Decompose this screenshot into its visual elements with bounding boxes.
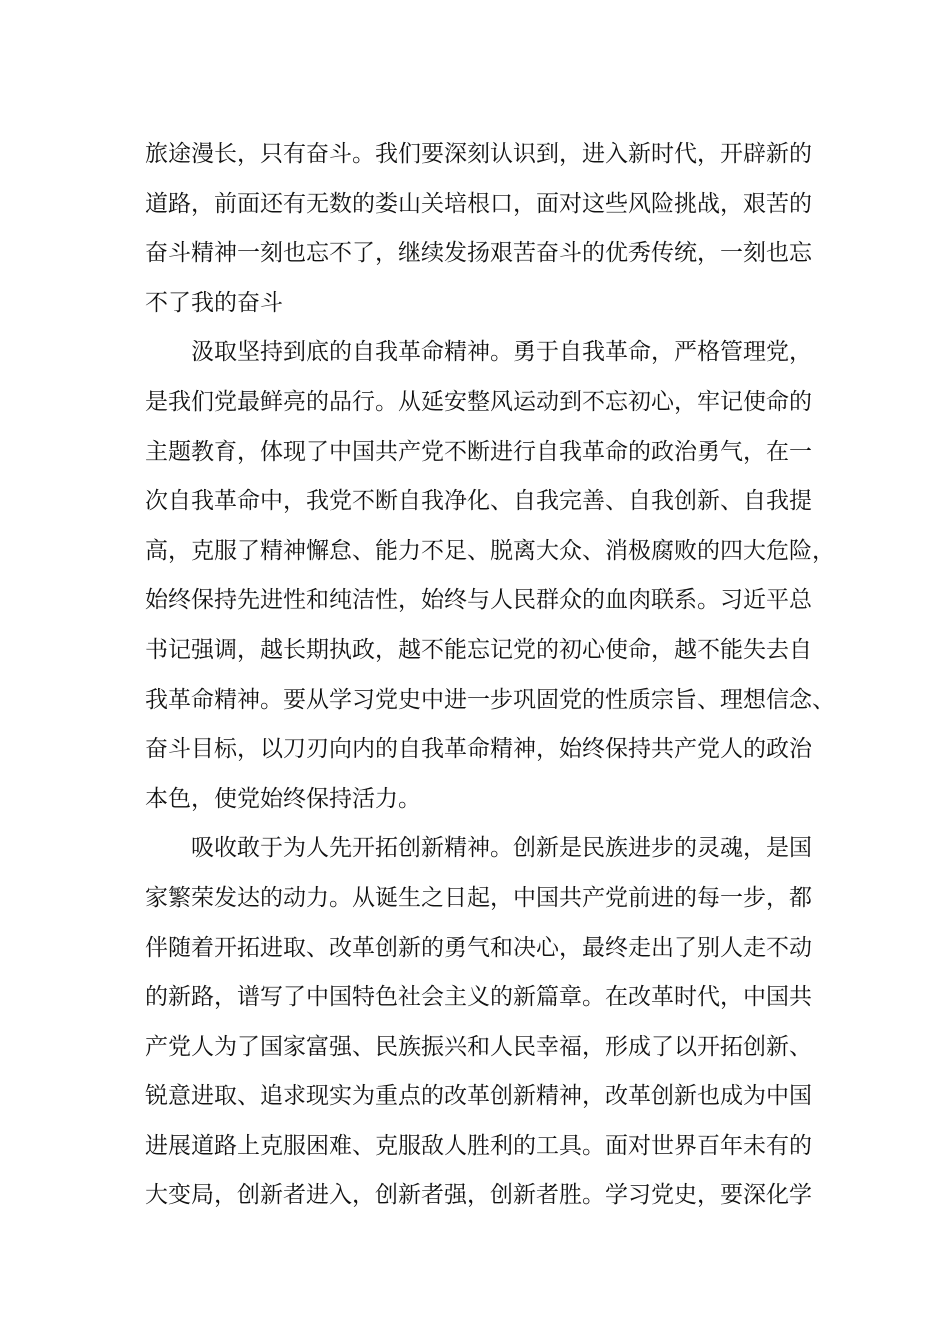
text-line: 本色，使党始终保持活力。 bbox=[145, 785, 421, 812]
text-line: 奋斗目标，以刀刃向内的自我革命精神，始终保持共产党人的政治 bbox=[145, 736, 812, 763]
text-line: 书记强调，越长期执政，越不能忘记党的初心使命，越不能失去自 bbox=[145, 636, 812, 663]
text-line: 大变局，创新者进入，创新者强，创新者胜。学习党史，要深化学 bbox=[145, 1182, 812, 1209]
text-line: 家繁荣发达的动力。从诞生之日起，中国共产党前进的每一步，都 bbox=[145, 884, 812, 911]
text-line: 是我们党最鲜亮的品行。从延安整风运动到不忘初心，牢记使命的 bbox=[145, 388, 812, 415]
text-line: 始终保持先进性和纯洁性，始终与人民群众的血肉联系。习近平总 bbox=[145, 587, 812, 614]
paragraph bbox=[145, 824, 825, 1221]
text-line: 不了我的奋斗 bbox=[145, 289, 283, 316]
paragraph bbox=[145, 130, 825, 328]
text-line: 产党人为了国家富强、民族振兴和人民幸福，形成了以开拓创新、 bbox=[145, 1033, 812, 1060]
text-line: 奋斗精神一刻也忘不了，继续发扬艰苦奋斗的优秀传统，一刻也忘 bbox=[145, 240, 812, 267]
text-line: 进展道路上克服困难、克服敌人胜利的工具。面对世界百年未有的 bbox=[145, 1132, 812, 1159]
paragraph bbox=[145, 328, 835, 824]
text-line: 我革命精神。要从学习党史中进一步巩固党的性质宗旨、理想信念、 bbox=[145, 686, 835, 713]
text-line: 道路，前面还有无数的娄山关培根口，面对这些风险挑战，艰苦的 bbox=[145, 190, 812, 217]
text-line: 汲取坚持到底的自我革命精神。勇于自我革命，严格管理党， bbox=[191, 339, 812, 366]
text-line: 伴随着开拓进取、改革创新的勇气和决心，最终走出了别人走不动 bbox=[145, 934, 812, 961]
text-line: 主题教育，体现了中国共产党不断进行自我革命的政治勇气，在一 bbox=[145, 438, 812, 465]
text-line: 次自我革命中，我党不断自我净化、自我完善、自我创新、自我提 bbox=[145, 488, 812, 515]
text-line: 高，克服了精神懈怠、能力不足、脱离大众、消极腐败的四大危险， bbox=[145, 537, 835, 564]
text-line: 锐意进取、追求现实为重点的改革创新精神，改革创新也成为中国 bbox=[145, 1083, 812, 1110]
text-line: 吸收敢于为人先开拓创新精神。创新是民族进步的灵魂，是国 bbox=[191, 835, 812, 862]
text-line: 的新路，谱写了中国特色社会主义的新篇章。在改革时代，中国共 bbox=[145, 984, 812, 1011]
document-body bbox=[145, 130, 835, 1221]
text-line: 旅途漫长，只有奋斗。我们要深刻认识到，进入新时代，开辟新的 bbox=[145, 141, 812, 167]
